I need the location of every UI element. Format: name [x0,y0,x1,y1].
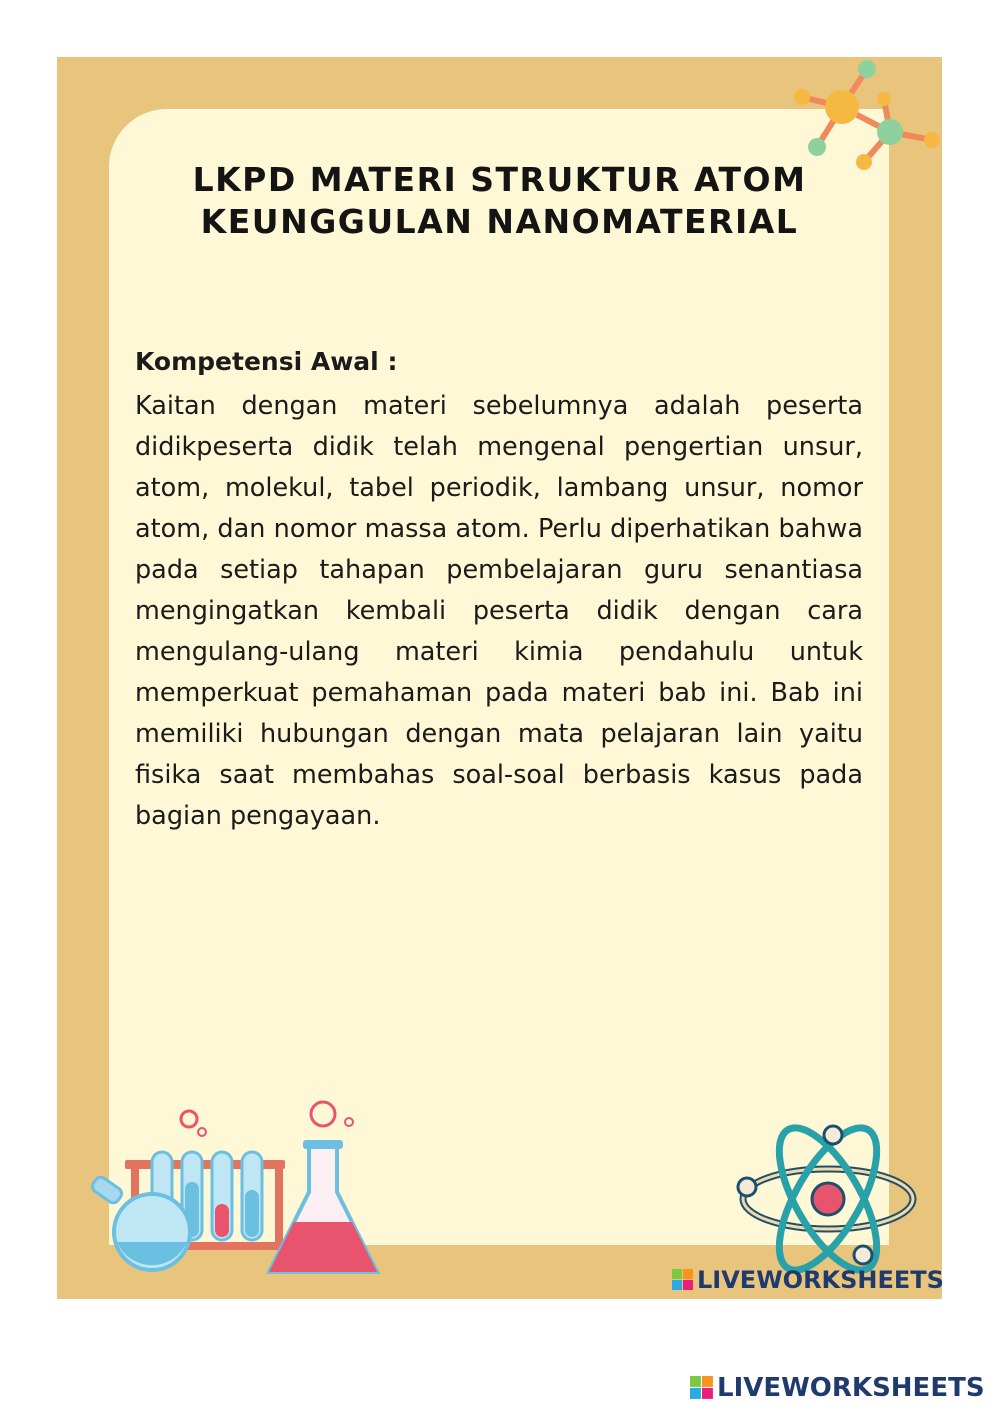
atom-icon [733,1107,933,1287]
page-watermark-text: LIVEWORKSHEETS [717,1373,985,1403]
worksheet-page [57,57,942,1299]
liveworksheets-logo-icon [672,1269,694,1291]
worksheet-title [57,159,942,243]
title-line-1: LKPD MATERI STRUKTUR ATOM [192,160,807,199]
title-line-2: KEUNGGULAN NANOMATERIAL [200,202,799,241]
body-paragraph: Kaitan dengan materi sebelumnya adalah peserta didikpeserta didik telah mengenal pengertian unsur, atom, molekul, tabel periodik, lambang unsur, nomor atom, dan nomor massa atom. Perlu diperhatikan bahwa pada setiap tahapan pembelajaran guru senantiasa mengingatkan kembali peserta didik dengan cara mengulang-ulang materi kimia pendahulu untuk memperkuat pemahaman pada materi bab ini. Bab ini memiliki hubungan dengan mata pelajaran lain yaitu fisika saat membahas soal-soal berbasis kasus pada bagian pengayaan. [135,391,863,831]
inner-watermark-text: LIVEWORKSHEETS [697,1266,944,1294]
section-heading: Kompetensi Awal : [135,347,398,376]
lab-glassware-icon [87,1092,387,1282]
liveworksheets-logo-icon [690,1376,714,1400]
